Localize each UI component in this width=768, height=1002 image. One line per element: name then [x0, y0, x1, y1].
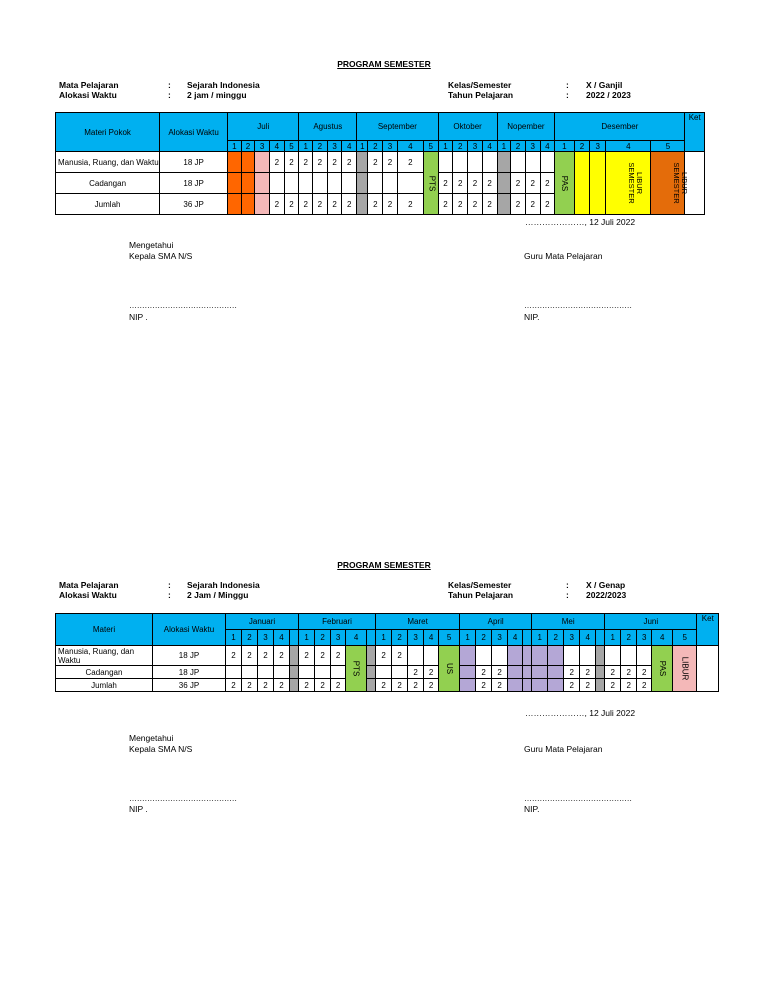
s2-purple-cell	[523, 666, 532, 679]
s1-colon-4: :	[566, 90, 569, 100]
s1-week: 3	[525, 141, 540, 152]
s1-cell	[397, 173, 423, 194]
s1-libur-label-1: LIBUR SEMESTER	[627, 162, 645, 204]
s1-week: 3	[383, 141, 398, 152]
s1-kepala: Kepala SMA N/S	[129, 251, 193, 261]
s2-cell	[532, 646, 548, 666]
s1-month-september: September	[357, 113, 439, 141]
s1-cell	[482, 152, 497, 173]
table-row	[56, 646, 719, 666]
s2-month-maret: Maret	[376, 614, 460, 630]
s1-tahun-label: Tahun Pelajaran	[448, 90, 514, 100]
s2-cell: 2	[580, 679, 596, 692]
s2-cell	[258, 666, 274, 679]
s1-week: 2	[574, 141, 590, 152]
s1-week: 1	[228, 141, 242, 152]
s1-cell	[357, 152, 368, 173]
s2-us-label: US	[444, 662, 454, 675]
s2-cell: 2	[476, 666, 492, 679]
s2-alokasi-value: 2 Jam / Minggu	[187, 590, 249, 600]
s2-cell: 2	[376, 679, 392, 692]
s1-cell	[228, 194, 242, 215]
s2-week: 2	[392, 630, 408, 646]
s2-cell	[605, 646, 621, 666]
s2-mapel-value: Sejarah Indonesia	[187, 580, 260, 590]
s1-cell: 2	[368, 194, 383, 215]
s1-cell: 2	[327, 194, 342, 215]
s1-cell: 2	[397, 152, 423, 173]
s1-cell: 2	[525, 173, 540, 194]
s1-cell: 2	[269, 194, 284, 215]
s1-week: 2	[511, 141, 526, 152]
s2-cell	[392, 666, 408, 679]
s2-week-spacer	[596, 630, 605, 646]
s2-tahun-label: Tahun Pelajaran	[448, 590, 514, 600]
s1-cell	[228, 152, 242, 173]
s1-cell: 2	[368, 152, 383, 173]
s2-row-materi: Cadangan	[56, 666, 153, 679]
s2-week: 1	[460, 630, 476, 646]
s1-colon-1: :	[168, 80, 171, 90]
s2-sign-line-right: ……………………………………	[524, 794, 632, 803]
s1-alokasi-label: Alokasi Waktu	[59, 90, 117, 100]
s1-sign-line-left: ……………………………………	[129, 301, 237, 310]
s2-cell	[331, 666, 346, 679]
s2-cell: 2	[605, 666, 621, 679]
s1-cell: 2	[453, 194, 468, 215]
s2-cell: 2	[226, 646, 242, 666]
s2-cell: 2	[315, 646, 331, 666]
table-row	[56, 152, 705, 173]
s1-title: PROGRAM SEMESTER	[337, 59, 431, 69]
s1-cell	[497, 173, 511, 194]
s2-month-april: April	[460, 614, 532, 630]
s1-week: 5	[651, 141, 685, 152]
s2-week: 3	[258, 630, 274, 646]
s2-cell: 2	[424, 679, 439, 692]
s1-pas-label: PAS	[559, 175, 569, 191]
s1-month-oktober: Oktober	[438, 113, 497, 141]
s2-kelas-value: X / Genap	[586, 580, 626, 590]
s1-cell	[255, 173, 270, 194]
s2-nip-left: NIP .	[129, 804, 148, 814]
s2-gray-cell	[290, 666, 299, 679]
s2-pas-block	[652, 646, 673, 692]
s1-cell	[228, 173, 242, 194]
s2-cell: 2	[331, 679, 346, 692]
s1-sign-line-right: ……………………………………	[524, 301, 632, 310]
s1-head-alokasi: Alokasi Waktu	[160, 113, 228, 152]
s1-week: 3	[590, 141, 606, 152]
s1-libur-block-2	[651, 152, 690, 215]
s1-week: 3	[327, 141, 342, 152]
s2-cell	[508, 666, 523, 679]
s2-libur-block	[673, 646, 697, 692]
s2-week: 4	[424, 630, 439, 646]
s2-cell	[408, 646, 424, 666]
s1-week: 4	[269, 141, 284, 152]
s1-cell	[525, 152, 540, 173]
s1-yellow-week-2	[574, 152, 590, 215]
s1-cell	[357, 194, 368, 215]
s1-cell: 2	[327, 152, 342, 173]
s1-cell: 2	[312, 194, 327, 215]
s1-kelas-label: Kelas/Semester	[448, 80, 512, 90]
s1-month-juli: Juli	[228, 113, 299, 141]
s1-cell	[342, 173, 357, 194]
s2-cell: 2	[392, 679, 408, 692]
s1-cell: 2	[468, 173, 483, 194]
s2-cell: 2	[564, 679, 580, 692]
s1-head-ket: Ket	[685, 113, 705, 152]
s2-us-block	[439, 646, 460, 692]
s1-cell	[540, 152, 555, 173]
s2-cell: 2	[258, 646, 274, 666]
s1-nip-left: NIP .	[129, 312, 148, 322]
s2-row-alokasi: 18 JP	[153, 666, 226, 679]
s2-title: PROGRAM SEMESTER	[337, 560, 431, 570]
s2-head-ket: Ket	[697, 614, 719, 646]
s1-cell	[284, 173, 299, 194]
s2-pts-label: PTS	[351, 660, 361, 677]
s1-cell	[255, 194, 270, 215]
s1-cell	[255, 152, 270, 173]
s2-gray-cell	[290, 646, 299, 666]
s1-pts-label: PTS	[427, 175, 437, 191]
s2-cell	[637, 646, 652, 666]
s1-row-materi: Manusia, Ruang, dan Waktu	[56, 152, 160, 173]
s2-date: …………………, 12 Juli 2022	[525, 708, 636, 718]
s2-week-spacer	[290, 630, 299, 646]
s1-cell	[383, 173, 398, 194]
s1-cell: 2	[397, 194, 423, 215]
s2-cell: 2	[299, 646, 315, 666]
s1-week: 5	[284, 141, 299, 152]
s2-gray-cell	[367, 666, 376, 679]
s1-yellow-week-3	[590, 152, 606, 215]
s2-cell: 2	[392, 646, 408, 666]
s1-week: 3	[255, 141, 270, 152]
s2-gray-cell	[596, 646, 605, 666]
s2-cell	[460, 679, 476, 692]
s2-month-mei: Mei	[532, 614, 605, 630]
s2-row-alokasi: 36 JP	[153, 679, 226, 692]
s1-month-nopember: Nopember	[497, 113, 555, 141]
s1-cell: 2	[312, 152, 327, 173]
s2-sign-line-left: ……………………………………	[129, 794, 237, 803]
s1-row-alokasi: 36 JP	[160, 194, 228, 215]
s2-month-juni: Juni	[605, 614, 697, 630]
s2-gray-cell	[596, 666, 605, 679]
s1-cell: 2	[284, 152, 299, 173]
s1-cell: 2	[540, 173, 555, 194]
s1-row-alokasi: 18 JP	[160, 173, 228, 194]
s2-mengetahui: Mengetahui	[129, 733, 174, 743]
s2-week-spacer	[523, 630, 532, 646]
s1-week: 1	[357, 141, 368, 152]
s2-week: 3	[564, 630, 580, 646]
s2-week: 5	[673, 630, 697, 646]
s2-pas-label: PAS	[657, 660, 667, 677]
s2-cell: 2	[621, 666, 637, 679]
s2-cell	[315, 666, 331, 679]
s2-colon-1: :	[168, 580, 171, 590]
s1-week: 1	[299, 141, 313, 152]
s1-week: 1	[438, 141, 453, 152]
s2-cell: 2	[408, 666, 424, 679]
s1-cell	[241, 152, 255, 173]
s1-cell: 2	[511, 173, 526, 194]
s1-mapel-value: Sejarah Indonesia	[187, 80, 260, 90]
s1-cell	[269, 173, 284, 194]
s2-week: 4	[346, 630, 367, 646]
s1-cell: 2	[438, 173, 453, 194]
s2-cell: 2	[274, 679, 290, 692]
s1-colon-3: :	[566, 80, 569, 90]
s2-week: 1	[376, 630, 392, 646]
s2-cell	[548, 646, 564, 666]
s1-cell: 2	[438, 194, 453, 215]
s1-cell: 2	[540, 194, 555, 215]
s1-cell: 2	[525, 194, 540, 215]
s2-kelas-label: Kelas/Semester	[448, 580, 512, 590]
s1-cell: 2	[342, 152, 357, 173]
s1-month-desember: Desember	[555, 113, 685, 141]
s2-week: 3	[331, 630, 346, 646]
s1-week: 2	[453, 141, 468, 152]
s2-cell	[492, 646, 508, 666]
s1-cell	[497, 152, 511, 173]
s1-week: 4	[482, 141, 497, 152]
s2-mapel-label: Mata Pelajaran	[59, 580, 119, 590]
s2-cell	[460, 666, 476, 679]
s2-cell: 2	[492, 666, 508, 679]
s2-cell	[460, 646, 476, 666]
s1-month-agustus: Agustus	[299, 113, 357, 141]
s1-cell: 2	[383, 194, 398, 215]
s2-cell	[548, 666, 564, 679]
s2-cell	[564, 646, 580, 666]
s2-purple-cell	[523, 679, 532, 692]
s1-cell	[497, 194, 511, 215]
s2-week: 3	[637, 630, 652, 646]
s1-week: 5	[423, 141, 438, 152]
s2-cell	[532, 679, 548, 692]
s1-cell: 2	[453, 173, 468, 194]
s2-gray-cell	[367, 679, 376, 692]
s2-row-alokasi: 18 JP	[153, 646, 226, 666]
s2-guru: Guru Mata Pelajaran	[524, 744, 603, 754]
s1-cell	[453, 152, 468, 173]
s2-cell: 2	[580, 666, 596, 679]
s1-tahun-value: 2022 / 2023	[586, 90, 631, 100]
s1-cell	[438, 152, 453, 173]
s2-cell	[424, 646, 439, 666]
s1-cell	[241, 173, 255, 194]
s1-nip-right: NIP.	[524, 312, 540, 322]
s1-pas-block	[555, 152, 574, 215]
s1-cell: 2	[383, 152, 398, 173]
s1-cell	[327, 173, 342, 194]
s1-libur-label-2: LIBUR SEMESTER	[672, 162, 690, 204]
s1-week: 4	[397, 141, 423, 152]
s2-week-spacer	[367, 630, 376, 646]
s1-cell	[312, 173, 327, 194]
s2-cell: 2	[564, 666, 580, 679]
s1-head-materi: Materi Pokok	[56, 113, 160, 152]
s2-cell: 2	[274, 646, 290, 666]
s2-week: 1	[532, 630, 548, 646]
s1-cell: 2	[269, 152, 284, 173]
s1-pts-block	[423, 152, 438, 215]
s1-colon-2: :	[168, 90, 171, 100]
s2-cell: 2	[376, 646, 392, 666]
s2-cell: 2	[258, 679, 274, 692]
s2-gray-cell	[596, 679, 605, 692]
s2-cell: 2	[424, 666, 439, 679]
s2-cell	[476, 646, 492, 666]
s1-cell	[299, 173, 313, 194]
s2-week: 2	[315, 630, 331, 646]
s1-kelas-value: X / Ganjil	[586, 80, 623, 90]
s2-row-materi: Jumlah	[56, 679, 153, 692]
s2-week: 4	[274, 630, 290, 646]
s2-colon-2: :	[168, 590, 171, 600]
s2-cell: 2	[605, 679, 621, 692]
s2-cell	[274, 666, 290, 679]
s2-gray-cell	[290, 679, 299, 692]
s1-week: 1	[555, 141, 574, 152]
s1-schedule-table	[55, 112, 705, 215]
s1-cell	[357, 173, 368, 194]
s1-mapel-label: Mata Pelajaran	[59, 80, 119, 90]
s2-cell	[242, 666, 258, 679]
s2-week: 1	[226, 630, 242, 646]
s2-week: 2	[548, 630, 564, 646]
s1-cell: 2	[468, 194, 483, 215]
s2-colon-4: :	[566, 590, 569, 600]
s2-cell: 2	[637, 679, 652, 692]
s1-week: 1	[497, 141, 511, 152]
s1-date: …………………, 12 Juli 2022	[525, 217, 636, 227]
s1-cell	[241, 194, 255, 215]
s2-cell	[548, 679, 564, 692]
s2-week: 4	[580, 630, 596, 646]
table-row	[56, 666, 719, 679]
s2-nip-right: NIP.	[524, 804, 540, 814]
s2-cell: 2	[226, 679, 242, 692]
s2-head-materi: Materi	[56, 614, 153, 646]
s2-month-januari: Januari	[226, 614, 299, 630]
s2-tahun-value: 2022/2023	[586, 590, 627, 600]
s2-cell	[508, 646, 523, 666]
s2-kepala: Kepala SMA N/S	[129, 744, 193, 754]
table-row	[56, 679, 719, 692]
s1-alokasi-value: 2 jam / minggu	[187, 90, 247, 100]
s1-row-alokasi: 18 JP	[160, 152, 228, 173]
s1-week: 4	[606, 141, 651, 152]
s1-cell	[511, 152, 526, 173]
s1-cell: 2	[299, 194, 313, 215]
s2-week: 3	[492, 630, 508, 646]
s2-cell: 2	[621, 679, 637, 692]
s1-week: 4	[540, 141, 555, 152]
s2-cell: 2	[408, 679, 424, 692]
s1-week: 2	[241, 141, 255, 152]
s1-cell: 2	[482, 173, 497, 194]
s2-libur-label: LIBUR	[680, 656, 690, 681]
s2-week: 5	[439, 630, 460, 646]
s1-cell: 2	[342, 194, 357, 215]
s1-week: 2	[312, 141, 327, 152]
s2-week: 2	[242, 630, 258, 646]
s1-mengetahui: Mengetahui	[129, 240, 174, 250]
s2-cell: 2	[299, 679, 315, 692]
s2-week: 3	[408, 630, 424, 646]
s1-row-materi: Jumlah	[56, 194, 160, 215]
s2-week: 1	[605, 630, 621, 646]
s2-cell: 2	[315, 679, 331, 692]
s1-cell: 2	[299, 152, 313, 173]
s2-cell: 2	[331, 646, 346, 666]
s2-cell	[299, 666, 315, 679]
s2-cell	[532, 666, 548, 679]
s2-cell	[621, 646, 637, 666]
s2-alokasi-label: Alokasi Waktu	[59, 590, 117, 600]
s1-week: 4	[342, 141, 357, 152]
s2-colon-3: :	[566, 580, 569, 590]
s2-cell	[376, 666, 392, 679]
s1-cell: 2	[284, 194, 299, 215]
s2-week: 2	[621, 630, 637, 646]
s1-cell	[368, 173, 383, 194]
s2-gray-cell	[367, 646, 376, 666]
s2-cell: 2	[492, 679, 508, 692]
s2-cell	[580, 646, 596, 666]
s1-guru: Guru Mata Pelajaran	[524, 251, 603, 261]
s1-row-materi: Cadangan	[56, 173, 160, 194]
s1-cell: 2	[482, 194, 497, 215]
s2-week: 2	[476, 630, 492, 646]
s2-cell: 2	[242, 646, 258, 666]
s2-week: 4	[652, 630, 673, 646]
s1-libur-block-1	[606, 152, 651, 215]
s2-ket-cell	[697, 646, 719, 692]
s2-cell: 2	[242, 679, 258, 692]
s1-cell: 2	[511, 194, 526, 215]
s2-purple-cell	[523, 646, 532, 666]
s2-week: 1	[299, 630, 315, 646]
s1-week: 3	[468, 141, 483, 152]
s2-week: 4	[508, 630, 523, 646]
s2-cell	[226, 666, 242, 679]
s2-month-februari: Februari	[299, 614, 376, 630]
s2-cell: 2	[637, 666, 652, 679]
s2-schedule-table	[55, 613, 719, 692]
s2-row-materi: Manusia, Ruang, dan Waktu	[56, 646, 153, 666]
s2-head-alokasi: Alokasi Waktu	[153, 614, 226, 646]
s1-cell	[468, 152, 483, 173]
s2-cell: 2	[476, 679, 492, 692]
s2-cell	[508, 679, 523, 692]
s2-pts-block	[346, 646, 367, 692]
s1-week: 2	[368, 141, 383, 152]
